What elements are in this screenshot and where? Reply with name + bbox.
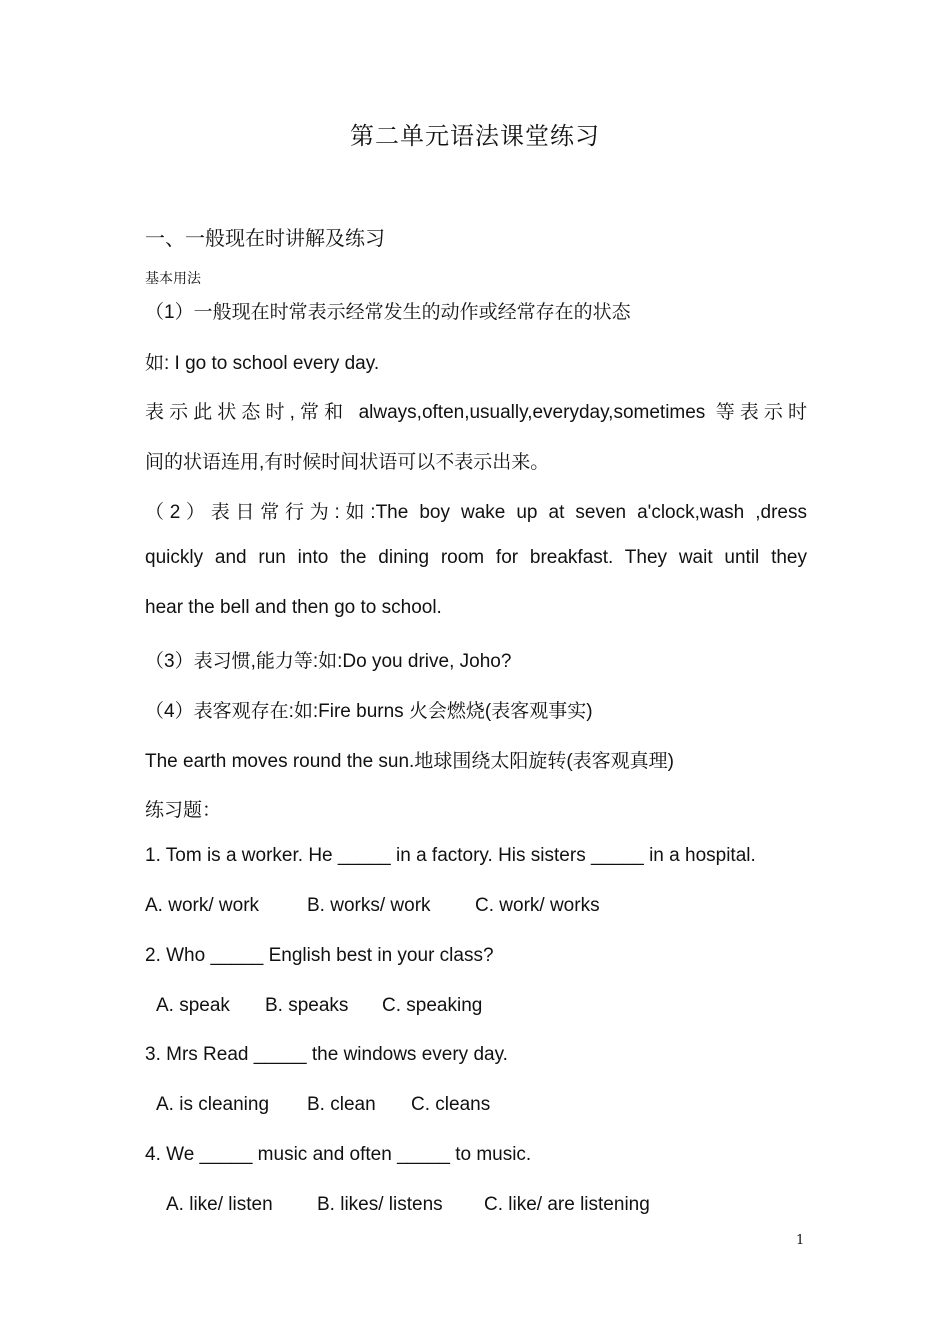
- section-heading: 一、一般现在时讲解及练习: [145, 226, 385, 250]
- option-c: C. cleans: [411, 1094, 491, 1115]
- option-a: A. work/ work: [145, 895, 260, 916]
- question: 2. Who _____ English best in your class?: [145, 945, 494, 966]
- text-line: （3）表习惯,能力等:如:Do you drive, Joho?: [145, 651, 512, 672]
- answer-options: [145, 895, 807, 917]
- answer-options: [166, 1194, 828, 1216]
- text-line: quickly and run into the dining room for breakfast. They wait until they: [145, 547, 807, 568]
- option-a: A. is cleaning: [156, 1094, 270, 1115]
- text-line: （1）一般现在时常表示经常发生的动作或经常存在的状态: [145, 302, 631, 323]
- option-b: B. likes/ listens: [317, 1194, 443, 1215]
- text-line: The earth moves round the sun.地球围绕太阳旋转(表客观真理): [145, 751, 674, 772]
- text-line: （2）表日常行为:如:The boy wake up at seven a'clock,wash ,dress: [145, 502, 807, 523]
- option-b: B. speaks: [265, 995, 349, 1016]
- option-a: A. speak: [156, 995, 230, 1016]
- question: 3. Mrs Read _____ the windows every day.: [145, 1044, 508, 1065]
- answer-options: [156, 995, 818, 1017]
- text-line: 间的状语连用,有时候时间状语可以不表示出来。: [145, 452, 550, 473]
- page-title: 第二单元语法课堂练习: [350, 122, 600, 150]
- option-c: C. like/ are listening: [484, 1194, 650, 1215]
- question: 4. We _____ music and often _____ to music.: [145, 1144, 532, 1165]
- option-c: C. speaking: [382, 995, 483, 1016]
- text-line: （4）表客观存在:如:Fire burns 火会燃烧(表客观事实): [145, 701, 593, 722]
- subheading: 基本用法: [145, 271, 201, 287]
- text-line: hear the bell and then go to school.: [145, 597, 442, 618]
- exercise-heading: 练习题：: [145, 800, 222, 821]
- question: 1. Tom is a worker. He _____ in a factory. His sisters _____ in a hospital.: [145, 845, 756, 866]
- option-b: B. works/ work: [307, 895, 431, 916]
- option-c: C. work/ works: [475, 895, 600, 916]
- answer-options: [156, 1094, 818, 1116]
- option-b: B. clean: [307, 1094, 376, 1115]
- text-line: 如: I go to school every day.: [145, 353, 380, 374]
- option-a: A. like/ listen: [166, 1194, 273, 1215]
- text-line: 表示此状态时,常和 always,often,usually,everyday,sometimes 等表示时: [145, 402, 807, 423]
- page-number: 1: [796, 1233, 805, 1248]
